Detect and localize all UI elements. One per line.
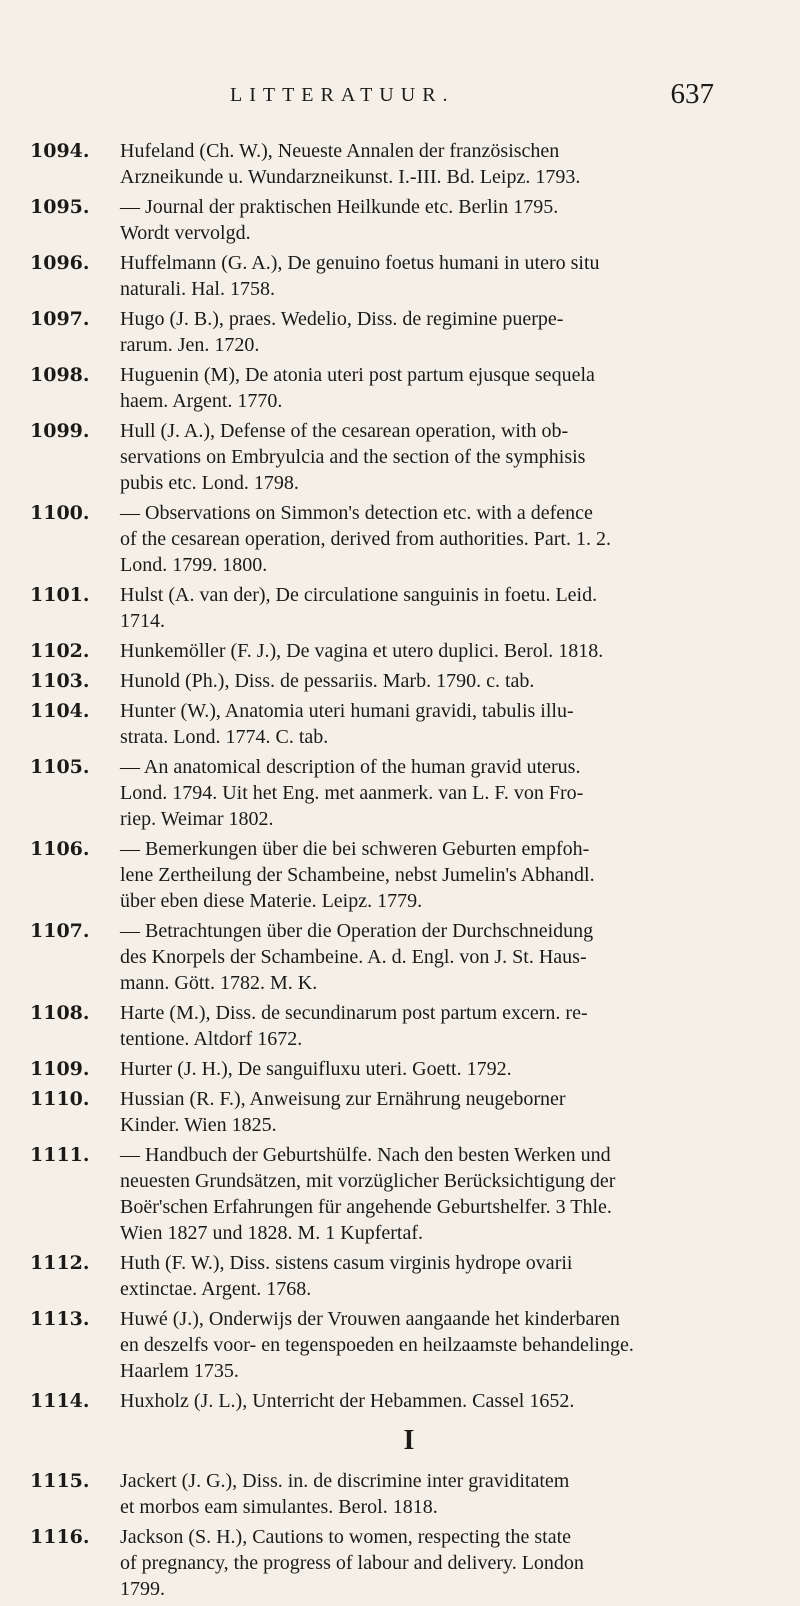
entry-text [120,1142,758,1246]
entry-text [120,362,758,414]
entry-number: 1110. [30,1088,90,1110]
entry-text [120,698,758,750]
running-title: LITTERATUUR. [230,84,455,106]
bibliography-entry [30,668,758,694]
entry-text [120,1250,758,1302]
entry-line: Lond. 1799. 1800. [120,554,268,576]
entry-line: — Observations on Simmon's detection etc. with a defence [120,502,593,524]
entry-number: 1100. [30,502,90,524]
entry-line: servations on Embryulcia and the section of the symphisis [120,446,586,468]
page-header [200,78,720,114]
bibliography-entry [30,1524,758,1602]
entry-line: Hunold (Ph.), Diss. de pessariis. Marb. 1790. c. tab. [120,670,535,692]
bibliography-entry [30,582,758,634]
entry-text [120,138,758,190]
entry-line: extinctae. Argent. 1768. [120,1278,312,1300]
entry-number: 1113. [30,1308,90,1330]
entry-line: des Knorpels der Schambeine. A. d. Engl. von J. St. Haus- [120,946,587,968]
bibliography-entry [30,1142,758,1246]
entry-number: 1094. [30,140,90,162]
entry-line: — Betrachtungen über die Operation der Durchschneidung [120,920,594,942]
entry-text [120,1388,758,1414]
entry-number: 1095. [30,196,90,218]
bibliography-entry [30,500,758,578]
page-number: 637 [670,78,714,110]
entries-h [30,138,758,1414]
entry-line: Huwé (J.), Onderwijs der Vrouwen aangaande het kinderbaren [120,1308,620,1330]
entry-text [120,500,758,578]
entry-line: Boër'schen Erfahrungen für angehende Geburtshelfer. 3 Thle. [120,1196,612,1218]
entries-i [30,1468,758,1602]
entry-text [120,194,758,246]
entry-line: Haarlem 1735. [120,1360,239,1382]
entry-line: Hufeland (Ch. W.), Neueste Annalen der französischen [120,140,560,162]
entry-number: 1108. [30,1002,90,1024]
bibliography-entry [30,1250,758,1302]
entry-number: 1099. [30,420,90,442]
entry-line: Hull (J. A.), Defense of the cesarean operation, with ob- [120,420,569,442]
entry-line: — Bemerkungen über die bei schweren Geburten empfoh- [120,838,590,860]
entry-line: et morbos eam simulantes. Berol. 1818. [120,1496,438,1518]
entry-line: haem. Argent. 1770. [120,390,283,412]
entry-line: tentione. Altdorf 1672. [120,1028,303,1050]
entry-line: Kinder. Wien 1825. [120,1114,277,1136]
entry-number: 1103. [30,670,90,692]
entry-line: mann. Gött. 1782. M. K. [120,972,318,994]
entry-text [120,250,758,302]
entry-line: Hunkemöller (F. J.), De vagina et utero duplici. Berol. 1818. [120,640,604,662]
bibliography-entry [30,1000,758,1052]
entry-line: Hugo (J. B.), praes. Wedelio, Diss. de regimine puerpe- [120,308,564,330]
section-letter: I [403,1425,415,1456]
entry-text [120,836,758,914]
bibliography-entry [30,418,758,496]
entry-line: über eben diese Materie. Leipz. 1779. [120,890,423,912]
entry-line: Huguenin (M), De atonia uteri post partum ejusque sequela [120,364,595,386]
entry-text [120,918,758,996]
entry-number: 1114. [30,1390,90,1412]
entry-line: Huth (F. W.), Diss. sistens casum virginis hydrope ovarii [120,1252,573,1274]
bibliography-entry [30,194,758,246]
entry-line: rarum. Jen. 1720. [120,334,260,356]
entry-line: lene Zertheilung der Schambeine, nebst Jumelin's Abhandl. [120,864,595,886]
entry-line: — Handbuch der Geburtshülfe. Nach den besten Werken und [120,1144,611,1166]
entry-number: 1107. [30,920,90,942]
entry-number: 1098. [30,364,90,386]
entry-line: naturali. Hal. 1758. [120,278,275,300]
bibliography-entry [30,638,758,664]
entry-text [120,638,758,664]
entry-line: Hulst (A. van der), De circulatione sanguinis in foetu. Leid. [120,584,598,606]
entry-number: 1112. [30,1252,90,1274]
entry-line: strata. Lond. 1774. C. tab. [120,726,329,748]
bibliography-entry [30,1306,758,1384]
entry-line: — Journal der praktischen Heilkunde etc. Berlin 1795. [120,196,559,218]
bibliography-entry [30,836,758,914]
entry-line: Jackson (S. H.), Cautions to women, respecting the state [120,1526,572,1548]
entry-number: 1096. [30,252,90,274]
entry-text [120,1306,758,1384]
bibliography-entry [30,1086,758,1138]
bibliography-entry [30,362,758,414]
entry-text [120,1524,758,1602]
entry-line: Wien 1827 und 1828. M. 1 Kupfertaf. [120,1222,424,1244]
entry-line: neuesten Grundsätzen, mit vorzüglicher Berücksichtigung der [120,1170,616,1192]
entry-line: — An anatomical description of the human gravid uterus. [120,756,581,778]
entry-line: 1714. [120,610,165,632]
entry-line: Arzneikunde u. Wundarzneikunst. I.-III. Bd. Leipz. 1793. [120,166,581,188]
bibliography-entry [30,138,758,190]
entry-text [120,418,758,496]
bibliography-entry [30,698,758,750]
entry-line: 1799. [120,1578,165,1600]
bibliography-entry [30,250,758,302]
entry-text [120,1468,758,1520]
entry-line: Huxholz (J. L.), Unterricht der Hebammen. Cassel 1652. [120,1390,575,1412]
entry-line: Lond. 1794. Uit het Eng. met aanmerk. van L. F. von Fro- [120,782,584,804]
entry-line: Jackert (J. G.), Diss. in. de discrimine inter graviditatem [120,1470,570,1492]
entry-line: Harte (M.), Diss. de secundinarum post partum excern. re- [120,1002,588,1024]
entry-line: of the cesarean operation, derived from authorities. Part. 1. 2. [120,528,611,550]
entry-number: 1105. [30,756,90,778]
entry-line: Wordt vervolgd. [120,222,251,244]
entry-number: 1116. [30,1526,90,1548]
entry-number: 1104. [30,700,90,722]
entry-text [120,1056,758,1082]
entry-line: of pregnancy, the progress of labour and delivery. London [120,1552,584,1574]
bibliography-entry [30,754,758,832]
entry-number: 1111. [30,1144,90,1166]
entry-line: Hurter (J. H.), De sanguifluxu uteri. Goett. 1792. [120,1058,512,1080]
entry-line: Hunter (W.), Anatomia uteri humani gravidi, tabulis illu- [120,700,574,722]
entry-number: 1097. [30,308,90,330]
entry-number: 1101. [30,584,90,606]
bibliography-entry [30,306,758,358]
bibliography-list [30,138,758,1606]
bibliography-entry [30,1056,758,1082]
entry-number: 1106. [30,838,90,860]
bibliography-entry [30,1388,758,1414]
entry-line: riep. Weimar 1802. [120,808,274,830]
bibliography-entry [30,918,758,996]
entry-text [120,668,758,694]
entry-text [120,1086,758,1138]
entry-line: en deszelfs voor- en tegenspoeden en heilzaamste behandelinge. [120,1334,634,1356]
entry-line: Hussian (R. F.), Anweisung zur Ernährung neugeborner [120,1088,566,1110]
entry-line: Huffelmann (G. A.), De genuino foetus humani in utero situ [120,252,600,274]
entry-number: 1109. [30,1058,90,1080]
entry-text [120,582,758,634]
entry-text [120,754,758,832]
bibliography-entry [30,1468,758,1520]
entry-line: pubis etc. Lond. 1798. [120,472,299,494]
entry-text [120,1000,758,1052]
entry-text [120,306,758,358]
entry-number: 1115. [30,1470,90,1492]
entry-number: 1102. [30,640,90,662]
